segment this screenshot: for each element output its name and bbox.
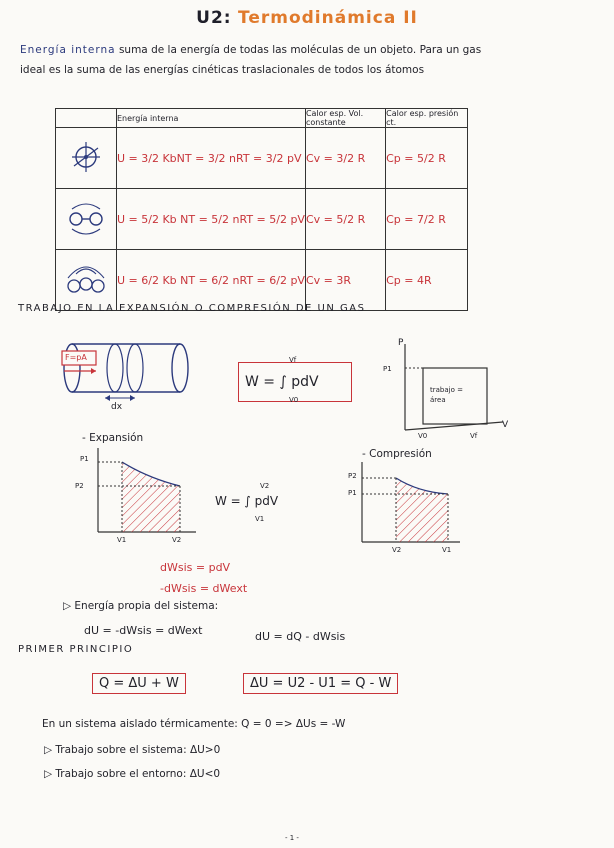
page-number: - 1 - [285,834,299,842]
table-row [56,250,468,311]
properties-table [55,108,468,311]
pv-area-label: trabajo = área [430,386,463,404]
header-cp: Calor esp. presión ct. [386,109,468,128]
bullet-work-on-environment: ▷ Trabajo sobre el entorno: ΔU<0 [44,768,221,780]
expansion-formula: W = ∫ pdV [215,494,279,508]
relation-1: dWsis = pdV [160,561,231,574]
compression-p1: P1 [348,489,357,497]
cv-polyatomic: Cv = 3R [305,250,385,311]
first-law-box-2: ΔU = U2 - U1 = Q - W [243,673,398,694]
topic-label: Termodinámica II [237,8,418,28]
compression-label: - Compresión [362,448,432,460]
work-upper-limit: Vf [289,356,297,364]
compression-v1: V1 [442,546,452,554]
expansion-v2: V2 [172,536,182,544]
bullet-work-on-system: ▷ Trabajo sobre el sistema: ΔU>0 [44,744,221,756]
table-row [56,128,468,189]
first-law-heading: PRIMER PRINCIPIO [18,644,134,655]
isolated-system-text: En un sistema aislado térmicamente: Q = 0 => ΔUs = -W [42,718,346,730]
table-corner [56,109,117,128]
compression-diagram [352,462,462,554]
energy-note-formula-2: dU = dQ - dWsis [255,630,346,643]
expansion-upper: V2 [260,482,270,490]
expansion-v1: V1 [117,536,127,544]
work-lower-limit: V0 [289,396,299,404]
work-integral-formula: W = ∫ pdV [245,374,319,390]
monatomic-icon [56,128,117,189]
expansion-p2: P2 [75,482,84,490]
expansion-lower: V1 [255,515,265,523]
piston-dx-label: dx [111,402,123,412]
unit-label: U2: [196,8,232,28]
intro-term: Energía interna [20,44,116,56]
cp-polyatomic: Cp = 4R [386,250,468,311]
pv-v0: V0 [418,432,428,440]
energy-polyatomic: U = 6/2 Kb NT = 6/2 nRT = 6/2 pV [117,250,306,311]
expansion-p1: P1 [80,455,89,463]
compression-v2: V2 [392,546,402,554]
intro-line-1 [20,44,600,56]
polyatomic-icon [56,250,117,311]
expansion-diagram [88,448,198,540]
cp-diatomic: Cp = 7/2 R [386,189,468,250]
work-heading: TRABAJO EN LA EXPANSIÓN O COMPRESIÓN DE UN GAS [18,303,366,314]
pv-p-axis: P [398,338,404,348]
energy-note-label: ▷ Energía propia del sistema: [63,600,219,612]
pv-vf: Vf [470,432,478,440]
cv-monatomic: Cv = 3/2 R [305,128,385,189]
pv-p1: P1 [383,365,392,373]
expansion-label: - Expansión [82,432,144,444]
energy-diatomic: U = 5/2 Kb NT = 5/2 nRT = 5/2 pV [117,189,306,250]
header-cv: Calor esp. Vol. constante [305,109,385,128]
first-law-box-1: Q = ΔU + W [92,673,186,694]
cp-monatomic: Cp = 5/2 R [386,128,468,189]
compression-p2: P2 [348,472,357,480]
pv-v-axis: V [502,420,509,430]
header-energy: Energía interna [117,109,306,128]
piston-force-label: F=pA [65,353,87,362]
intro-line-2: ideal es la suma de las energías cinéticas traslacionales de todos los átomos [20,64,425,76]
page-title [0,8,614,28]
relation-2: -dWsis = dWext [160,582,248,595]
table-row [56,189,468,250]
diatomic-icon [56,189,117,250]
cv-diatomic: Cv = 5/2 R [305,189,385,250]
intro-text-1: suma de la energía de todas las moléculas de un objeto. Para un gas [118,44,482,56]
energy-note-formula-1: dU = -dWsis = dWext [84,624,203,637]
energy-monatomic: U = 3/2 KbNT = 3/2 nRT = 3/2 pV [117,128,306,189]
piston-diagram [60,340,200,415]
